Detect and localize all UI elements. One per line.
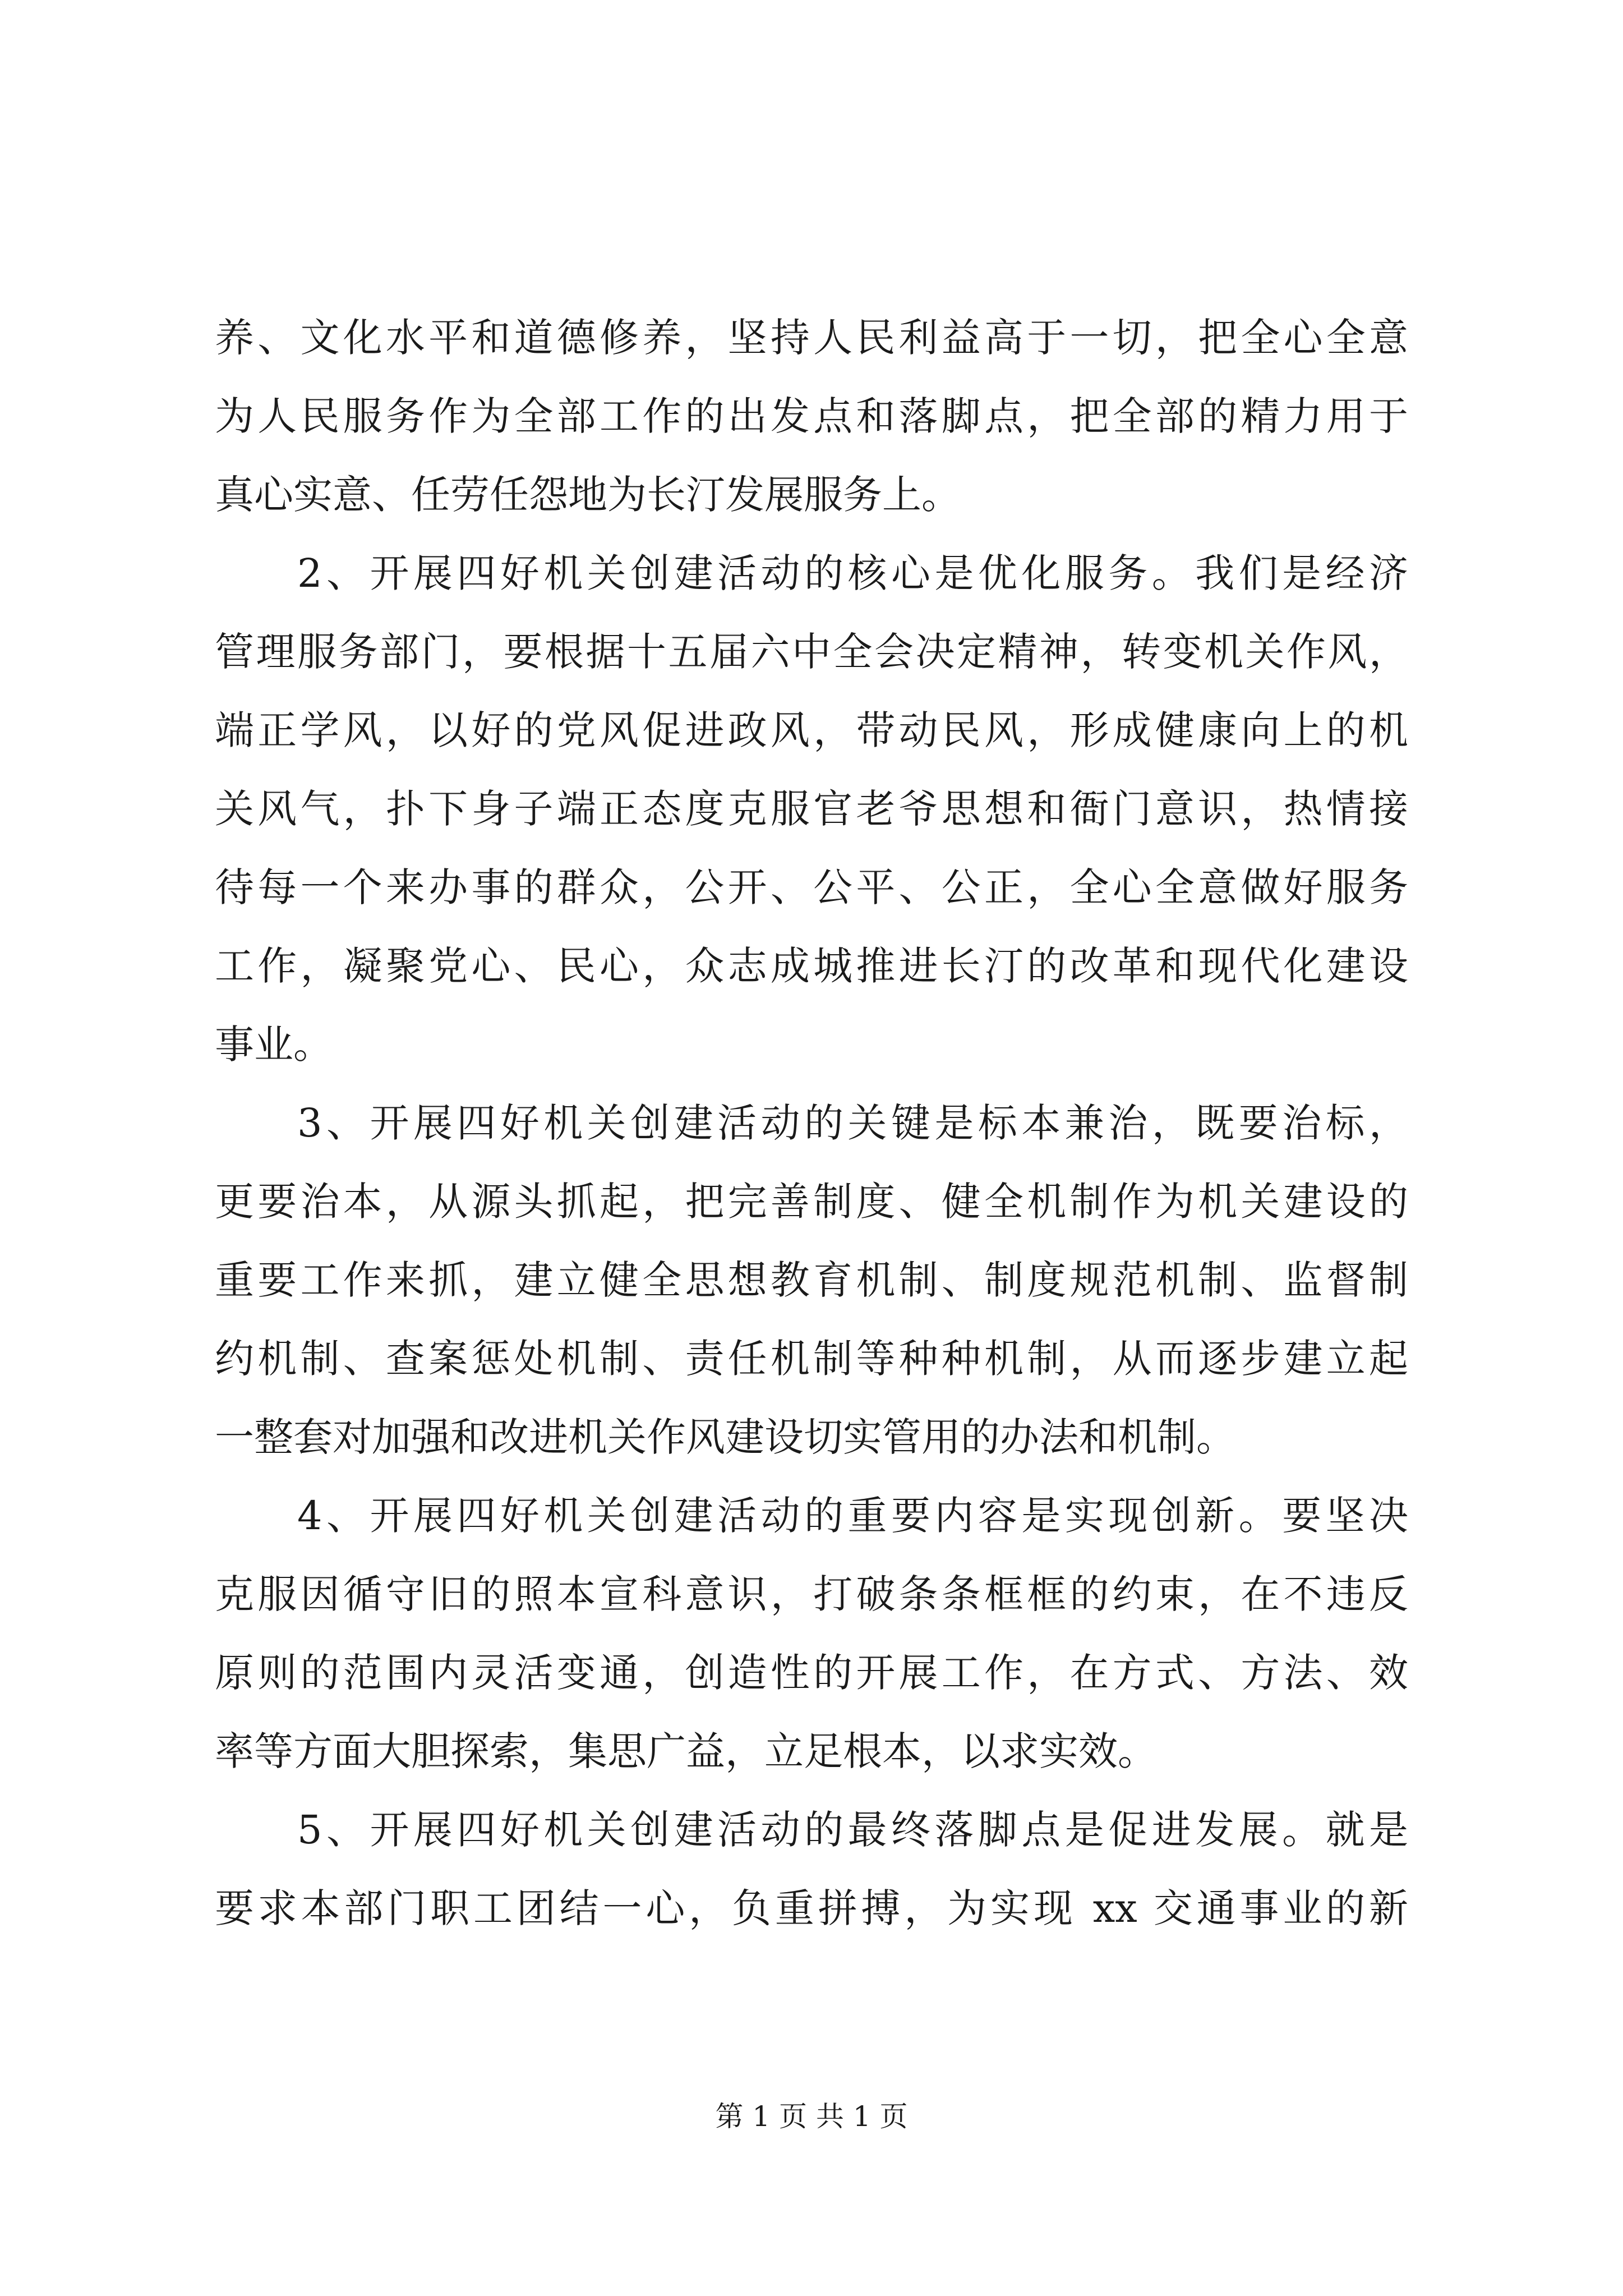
text-line: 关风气，扑下身子端正态度克服官老爷思想和衙门意识，热情接 — [215, 786, 1408, 832]
paragraph-start-line: 4、开展四好机关创建活动的重要内容是实现创新。要坚决 — [297, 1493, 1408, 1539]
text-line: 重要工作来抓，建立健全思想教育机制、制度规范机制、监督制 — [215, 1257, 1408, 1303]
text-line: 率等方面大胆探索，集思广益，立足根本，以求实效。 — [215, 1728, 1157, 1774]
text-line: 为人民服务作为全部工作的出发点和落脚点，把全部的精力用于 — [215, 393, 1408, 439]
text-line: 更要治本，从源头抓起，把完善制度、健全机制作为机关建设的 — [215, 1179, 1408, 1225]
text-line: 一整套对加强和改进机关作风建设切实管用的办法和机制。 — [215, 1414, 1235, 1460]
text-line: 原则的范围内灵活变通，创造性的开展工作，在方式、方法、效 — [215, 1650, 1408, 1696]
text-line: 管理服务部门，要根据十五届六中全会决定精神，转变机关作风， — [215, 629, 1408, 675]
paragraph-start-line: 2、开展四好机关创建活动的核心是优化服务。我们是经济 — [297, 550, 1408, 596]
text-line: 克服因循守旧的照本宣科意识，打破条条框框的约束，在不违反 — [215, 1571, 1408, 1617]
text-line: 端正学风，以好的党风促进政风，带动民风，形成健康向上的机 — [215, 707, 1408, 753]
text-line: 待每一个来办事的群众，公开、公平、公正，全心全意做好服务 — [215, 864, 1408, 910]
text-line: 养、文化水平和道德修养，坚持人民利益高于一切，把全心全意 — [215, 315, 1408, 361]
text-line: 工作，凝聚党心、民心，众志成城推进长汀的改革和现代化建设 — [215, 943, 1408, 989]
text-line: 真心实意、任劳任怨地为长汀发展服务上。 — [215, 472, 961, 518]
text-line: 约机制、查案惩处机制、责任机制等种种机制，从而逐步建立起 — [215, 1336, 1408, 1382]
text-line: 要求本部门职工团结一心，负重拼搏，为实现 xx 交通事业的新 — [215, 1885, 1408, 1931]
page-footer: 第 1 页 共 1 页 — [715, 2100, 908, 2133]
paragraph-start-line: 5、开展四好机关创建活动的最终落脚点是促进发展。就是 — [297, 1807, 1408, 1853]
text-line: 事业。 — [215, 1022, 333, 1068]
paragraph-start-line: 3、开展四好机关创建活动的关键是标本兼治，既要治标， — [297, 1100, 1408, 1146]
